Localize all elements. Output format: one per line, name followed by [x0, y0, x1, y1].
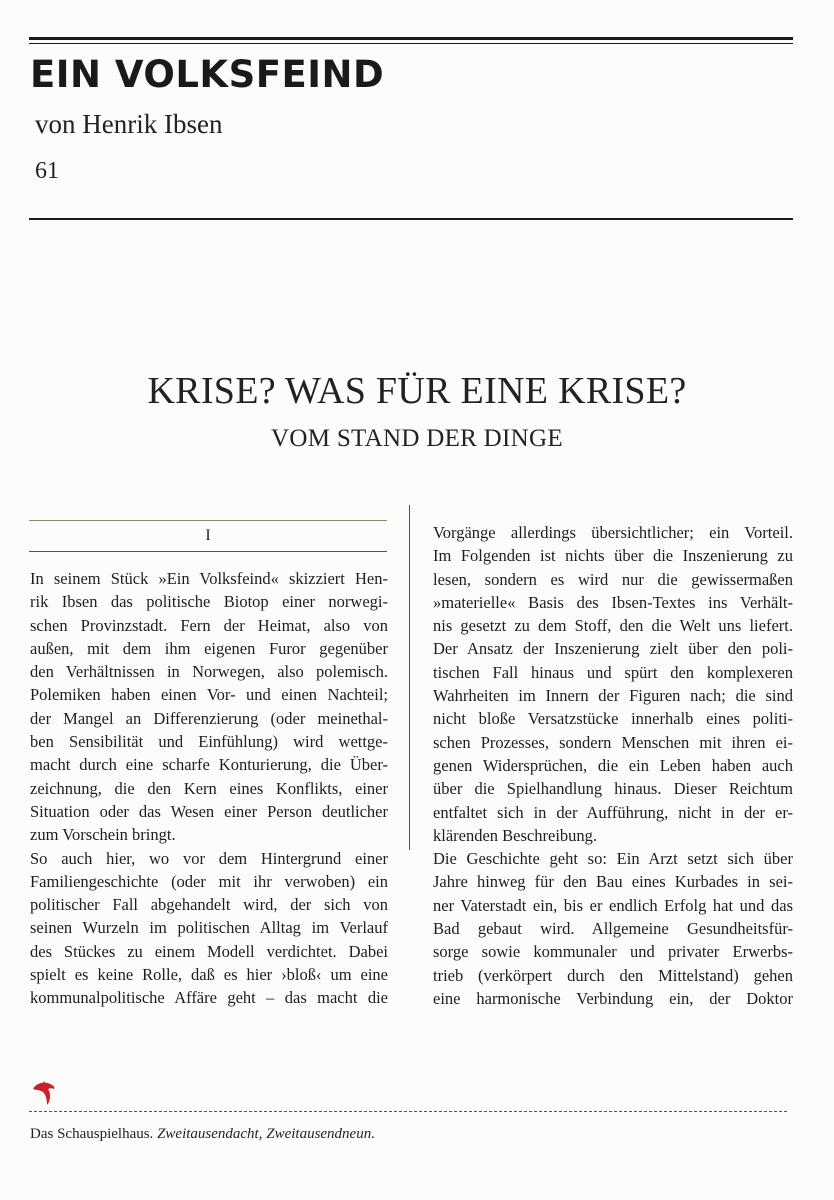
text-line: Im Folgenden ist nichts über die Inszenierung zu: [433, 546, 793, 566]
text-line: spielt es keine Rolle, daß es hier ›bloß‹ um eine: [30, 965, 388, 985]
footer-dotted-rule: [29, 1111, 787, 1112]
text-line: ner Vaterstadt ein, bis er endlich Erfolg hat und das: [433, 895, 793, 915]
text-line: der Mangel an Differenzierung (oder meinethal-: [30, 708, 388, 728]
text-line: seinen Wurzeln im politischen Alltag im Verlauf: [30, 918, 388, 938]
text-line: Situation oder das Wesen einer Person deutlicher: [30, 801, 388, 821]
text-line: So auch hier, wo vor dem Hintergrund einer: [30, 848, 388, 868]
header-top-rule: [29, 37, 793, 40]
text-line: zum Vorschein bringt.: [30, 825, 176, 845]
article-left-column: [30, 567, 388, 1010]
dolphin-logo-icon: [31, 1078, 57, 1108]
text-line: sorge sowie kommunaler und privater Erwerbs-: [433, 942, 793, 962]
text-line: entfaltet sich in der Aufführung, nicht in der er-: [433, 802, 793, 822]
text-line: schen Prozesses, sondern Menschen mit ihren ei-: [433, 732, 793, 752]
text-line: nis gesetzt zu dem Stoff, den die Welt uns liefert.: [433, 616, 793, 636]
article-right-column: [433, 521, 793, 1010]
text-line: den Verhältnissen in Norwegen, also polemisch.: [30, 662, 388, 682]
text-line: tischen Fall hinaus und spürt den komplexeren: [433, 662, 793, 682]
text-line: Familiengeschichte (oder mit ihr verwoben) ein: [30, 871, 388, 891]
text-line: zeichnung, die den Kern eines Konflikts, einer: [30, 778, 388, 798]
text-line: lesen, sondern es wird nur die gewissermaßen: [433, 569, 793, 589]
text-line: Wahrheiten im Innern der Figuren nach; die sind: [433, 686, 793, 706]
text-line: In seinem Stück »Ein Volksfeind« skizziert Hen-: [30, 569, 388, 588]
text-line: »materielle« Basis des Ibsen-Textes ins Verhält-: [433, 592, 793, 612]
text-line: außen, mit dem ihm eigenen Furor gegenüber: [30, 638, 388, 658]
text-line: genen Widersprüchen, die ein Leben haben auch: [433, 755, 793, 775]
text-line: über die Spielhandlung hinaus. Dieser Reichtum: [433, 779, 793, 799]
play-author: von Henrik Ibsen: [35, 109, 223, 139]
text-line: ben Sensibilität und Einfühlung) wird wettge-: [30, 732, 388, 752]
program-number: 61: [35, 158, 59, 184]
section-rule-top: [29, 520, 387, 521]
text-line: rik Ibsen das politische Biotop einer norwegi-: [30, 592, 388, 612]
text-line: politischer Fall abgehandelt wird, der sich von: [30, 895, 388, 915]
section-rule-bottom: [29, 551, 387, 552]
text-line: Vorgänge allerdings übersichtlicher; ein Vorteil.: [433, 523, 793, 542]
text-line: nicht bloße Versatzstücke innerhalb eines politi-: [433, 709, 793, 729]
text-line: klärenden Beschreibung.: [433, 825, 598, 845]
text-line: eine harmonische Verbindung ein, der Doktor: [433, 988, 793, 1008]
column-divider: [409, 505, 410, 850]
footer-season: Zweitausendacht, Zweitausendneun.: [157, 1126, 375, 1142]
text-line: Der Ansatz der Inszenierung zielt über den poli-: [433, 639, 793, 659]
header-bottom-rule: [29, 218, 793, 220]
text-line: kommunalpolitische Affäre geht – das macht die: [30, 988, 388, 1008]
section-numeral: I: [205, 527, 211, 544]
text-line: macht durch eine scharfe Konturierung, die Über-: [30, 755, 388, 775]
article-title: KRISE? WAS FÜR EINE KRISE?: [147, 370, 687, 412]
text-line: Die Geschichte geht so: Ein Arzt setzt sich über: [433, 849, 793, 869]
play-title: EIN VOLKSFEIND: [30, 53, 385, 96]
article-subtitle: VOM STAND DER DINGE: [271, 425, 563, 452]
header-top-rule-thin: [29, 43, 793, 44]
text-line: des Stückes zu einem Modell verdichtet. Dabei: [30, 941, 388, 961]
footer-publisher: Das Schauspielhaus.: [30, 1126, 154, 1142]
text-line: schen Provinzstadt. Fern der Heimat, also von: [30, 615, 388, 635]
text-line: Jahre hinweg für den Bau eines Kurbades in sei-: [433, 872, 793, 892]
footer-credit: [30, 1125, 375, 1143]
text-line: Bad gebaut wird. Allgemeine Gesundheitsfür-: [433, 919, 793, 939]
text-line: trieb (verkörpert durch den Mittelstand) gehen: [433, 965, 793, 985]
text-line: Polemiken haben einen Vor- und einen Nachteil;: [30, 685, 388, 705]
